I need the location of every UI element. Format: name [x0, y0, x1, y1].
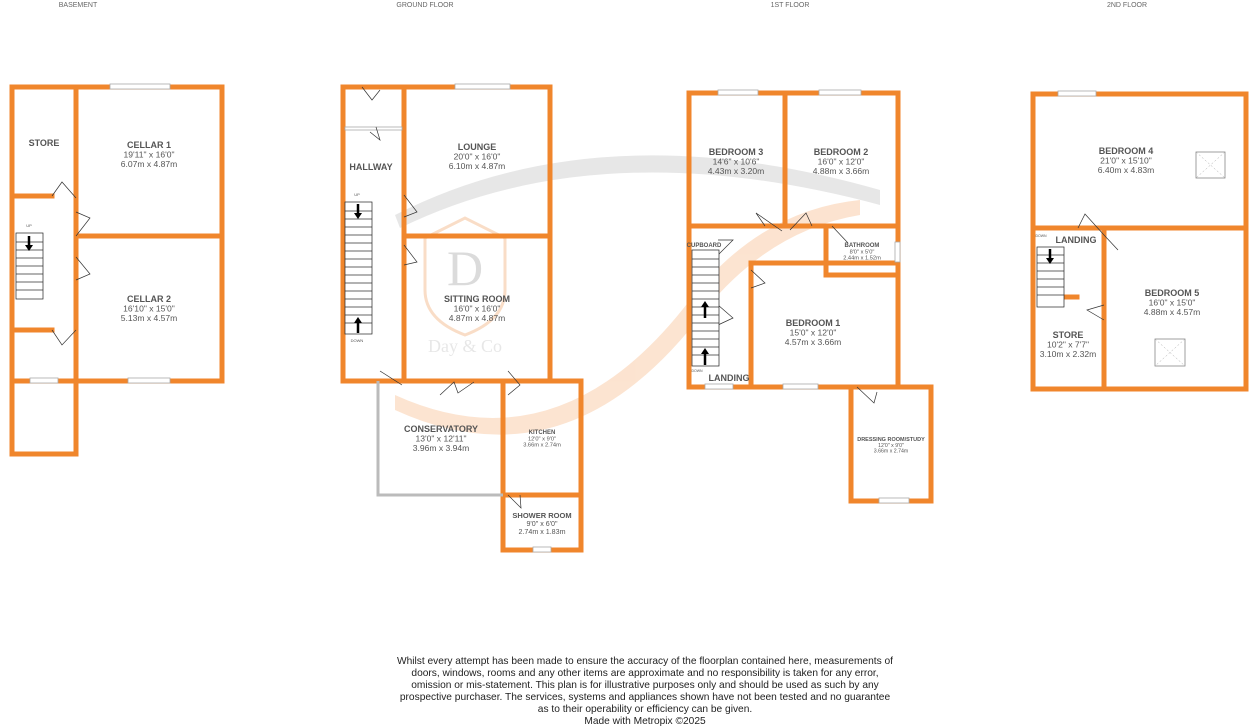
watermark-letter: D — [446, 240, 484, 296]
stair-label-up: UP — [354, 192, 360, 197]
room-name-sitting-room: SITTING ROOM — [444, 294, 510, 304]
room-name-bedroom-1: BEDROOM 1 — [785, 318, 841, 328]
room-name-cellar-1: CELLAR 1 — [126, 140, 172, 150]
room-size-metric: 4.43m x 3.20m — [707, 165, 765, 176]
stairs — [692, 250, 719, 366]
room-size-metric: 3.66m x 2.74m — [873, 448, 909, 455]
room-size-imperial: 13'0" x 12'11" — [415, 433, 467, 444]
room-size-imperial: 12'0" x 9'0" — [527, 436, 557, 443]
room-name-shower-room: SHOWER ROOM — [512, 511, 572, 520]
room-size-imperial: 15'0" x 12'0" — [789, 327, 837, 338]
room-name-bedroom-3: BEDROOM 3 — [708, 147, 764, 157]
room-size-metric: 4.57m x 3.66m — [784, 336, 842, 347]
room-size-imperial: 16'10" x 15'0" — [123, 303, 175, 314]
room-name-bedroom-4: BEDROOM 4 — [1098, 146, 1154, 156]
room-name-bedroom-2: BEDROOM 2 — [813, 147, 869, 157]
room-size-imperial: 20'0" x 16'0" — [453, 151, 501, 162]
skylight-icon — [1196, 152, 1225, 178]
room-size-metric: 6.10m x 4.87m — [448, 160, 506, 171]
stairs — [1037, 247, 1064, 307]
room-size-imperial: 8'0" x 5'0" — [849, 249, 875, 256]
room-size-metric: 5.13m x 4.57m — [120, 312, 178, 323]
room-size-imperial: 19'11" x 16'0" — [123, 149, 175, 160]
room-size-metric: 6.40m x 4.83m — [1097, 164, 1155, 175]
disclaimer-text: Whilst every attempt has been made to ensure the accuracy of the floorplan contained here, measurements of doors, windows, rooms and any other items are approximate and no responsibility is taken for any error, omission or mis-statement. This plan is for illustrative purposes only and should be used as such by any prospective purchaser. The services, systems and appliances shown have not been tested and no guarantee as to their operability or efficiency can be given. — [396, 656, 894, 715]
stair-label: UP — [26, 223, 32, 228]
stairs — [345, 202, 372, 334]
floor-title-first: 1ST FLOOR — [770, 2, 810, 9]
room-size-metric: 3.96m x 3.94m — [412, 442, 470, 453]
stair-label-down: DOWN — [350, 338, 364, 343]
room-size-imperial: 16'0" x 12'0" — [817, 156, 865, 167]
floor-title-second: 2ND FLOOR — [1106, 2, 1148, 9]
room-size-imperial: 16'0" x 16'0" — [453, 303, 501, 314]
room-name-hallway: HALLWAY — [349, 162, 393, 172]
room-size-metric: 4.88m x 4.57m — [1143, 306, 1201, 317]
floor-title-ground: GROUND FLOOR — [396, 2, 454, 9]
room-name-kitchen: KITCHEN — [528, 430, 556, 436]
room-size-metric: 4.87m x 4.87m — [448, 312, 506, 323]
room-name-conservatory: CONSERVATORY — [403, 424, 479, 434]
watermark-name: Day & Co — [428, 336, 502, 356]
room-size-imperial: 21'0" x 15'10" — [1100, 155, 1152, 166]
room-size-imperial: 9'0" x 6'0" — [526, 519, 558, 528]
room-size-metric: 4.88m x 3.66m — [812, 165, 870, 176]
room-name-store: STORE — [28, 138, 60, 148]
room-size-metric: 3.66m x 2.74m — [523, 442, 561, 449]
stair-label: DOWN — [691, 369, 703, 373]
room-size-metric: 2.74m x 1.83m — [518, 527, 566, 536]
room-size-metric: 6.07m x 4.87m — [120, 158, 178, 169]
room-size-imperial: 12'0" x 9'0" — [878, 442, 904, 449]
room-size-imperial: 16'0" x 15'0" — [1148, 297, 1196, 308]
room-name-landing: LANDING — [708, 373, 750, 383]
room-size-imperial: 10'2" x 7'7" — [1046, 339, 1090, 350]
stairs — [16, 233, 43, 299]
room-name-store: STORE — [1052, 330, 1084, 340]
room-name-bedroom-5: BEDROOM 5 — [1144, 288, 1200, 298]
room-size-metric: 2.44m x 1.52m — [843, 255, 881, 262]
room-name-cellar-2: CELLAR 2 — [126, 294, 172, 304]
room-name-dressing-room-study: DRESSING ROOM/STUDY — [857, 437, 925, 443]
room-size-metric: 3.10m x 2.32m — [1039, 348, 1097, 359]
room-name-cupboard: CUPBOARD — [686, 243, 722, 249]
floor-title-basement: BASEMENT — [58, 2, 98, 9]
room-name-bathroom: BATHROOM — [844, 243, 880, 249]
room-labels — [29, 138, 1201, 536]
room-name-lounge: LOUNGE — [457, 142, 497, 152]
room-name-landing: LANDING — [1055, 235, 1097, 245]
disclaimer — [395, 656, 895, 728]
metropix-credit: Made with Metropix ©2025 — [584, 716, 706, 727]
stair-label: DOWN — [1035, 234, 1047, 238]
room-size-imperial: 14'6" x 10'6" — [712, 156, 760, 167]
skylight-icon — [1155, 339, 1185, 366]
